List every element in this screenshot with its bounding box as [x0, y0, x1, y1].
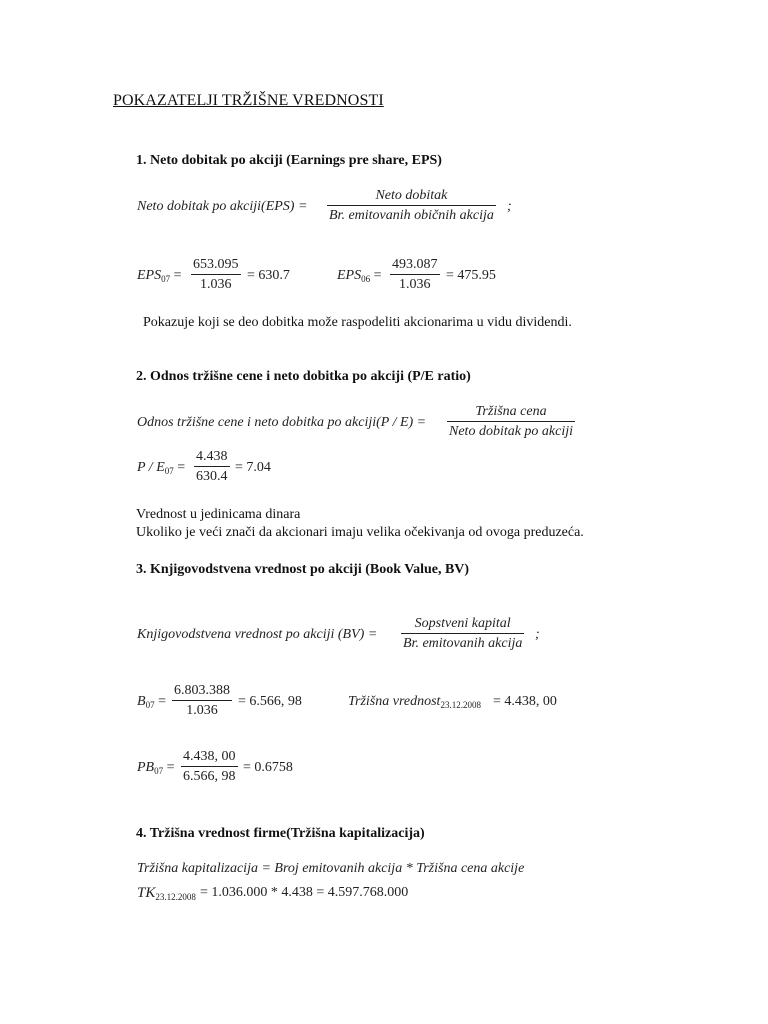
section-1-heading: 1. Neto dobitak po akciji (Earnings pre share, EPS)	[136, 153, 442, 168]
eps07-label	[137, 268, 182, 284]
section-2-note-1: Vrednost u jedinicama dinara	[136, 507, 301, 522]
eps07-denominator: 1.036	[200, 277, 232, 292]
bv-formula-tail: ;	[535, 627, 540, 642]
pe07-subscript: 07	[164, 466, 174, 476]
section-3-heading: 3. Knjigovodstvena vrednost po akciji (Book Value, BV)	[136, 562, 470, 577]
market-value-subscript: 23.12.2008	[440, 700, 481, 710]
eps06-result: = 475.95	[446, 268, 496, 283]
eps07-numerator: 653.095	[193, 257, 239, 272]
pe-formula-lhs: Odnos tržišne cene i neto dobitka po akciji(P / E) =	[137, 415, 427, 430]
eps-formula-denominator: Br. emitovanih običnih akcija	[329, 208, 494, 223]
bv-formula-denominator: Br. emitovanih akcija	[403, 636, 523, 651]
eps07-symbol: EPS	[137, 268, 162, 283]
b07-equals: =	[154, 694, 166, 709]
tk-subscript: 23.12.2008	[155, 892, 196, 902]
pb07-label	[137, 760, 175, 776]
bv-formula-lhs: Knjigovodstvena vrednost po akciji (BV) =	[137, 627, 378, 642]
market-cap-formula: Tržišna kapitalizacija = Broj emitovanih akcija * Tržišna cena akcije	[137, 861, 525, 876]
eps06-subscript: 06	[361, 274, 371, 284]
pb07-numerator: 4.438, 00	[183, 749, 236, 764]
eps-formula-tail: ;	[507, 199, 512, 214]
pe07-result: = 7.04	[235, 460, 271, 475]
pb07-result: = 0.6758	[243, 760, 293, 775]
pb07-denominator: 6.566, 98	[183, 769, 236, 784]
eps-formula-fraction	[327, 188, 496, 224]
eps-formula-lhs: Neto dobitak po akciji(EPS) =	[137, 199, 308, 214]
bv-formula-fraction	[401, 616, 524, 652]
pe07-label	[137, 460, 185, 476]
eps07-result: = 630.7	[247, 268, 290, 283]
pe-formula-numerator: Tržišna cena	[475, 404, 547, 419]
pb07-fraction	[181, 749, 238, 785]
pe07-denominator: 630.4	[196, 469, 228, 484]
section-4-heading: 4. Tržišna vrednost firme(Tržišna kapitalizacija)	[136, 826, 425, 841]
b07-symbol: B	[137, 694, 146, 709]
section-2-heading: 2. Odnos tržišne cene i neto dobitka po akciji (P/E ratio)	[136, 369, 471, 384]
b07-result: = 6.566, 98	[238, 694, 302, 709]
b07-label	[137, 694, 166, 710]
pb07-equals: =	[163, 760, 175, 775]
eps06-symbol: EPS	[337, 268, 362, 283]
eps07-fraction	[191, 257, 241, 293]
pb07-subscript: 07	[154, 766, 164, 776]
b07-numerator: 6.803.388	[174, 683, 230, 698]
tk-label	[137, 885, 196, 902]
section-2-note-2: Ukoliko je veći znači da akcionari imaju velika očekivanja od ovoga preduzeća.	[136, 525, 584, 540]
pe07-symbol: P / E	[137, 460, 165, 475]
eps06-label	[337, 268, 382, 284]
pb07-symbol: PB	[137, 760, 155, 775]
market-value-label	[348, 694, 481, 710]
tk-result: = 1.036.000 * 4.438 = 4.597.768.000	[200, 885, 409, 900]
eps06-fraction	[390, 257, 440, 293]
eps07-subscript: 07	[161, 274, 171, 284]
pe07-fraction	[194, 449, 230, 485]
eps06-numerator: 493.087	[392, 257, 438, 272]
pe-formula-fraction	[447, 404, 575, 440]
pe-formula-denominator: Neto dobitak po akciji	[449, 424, 574, 439]
pe07-numerator: 4.438	[196, 449, 228, 464]
b07-denominator: 1.036	[186, 703, 218, 718]
eps06-denominator: 1.036	[399, 277, 431, 292]
b07-fraction	[172, 683, 232, 719]
market-value-symbol: Tržišna vrednost	[348, 694, 441, 709]
tk-symbol: TK	[137, 885, 156, 901]
bv-formula-numerator: Sopstveni kapital	[414, 616, 511, 631]
section-1-note: Pokazuje koji se deo dobitka može raspodeliti akcionarima u vidu dividendi.	[143, 315, 572, 330]
pe07-equals: =	[173, 460, 186, 475]
document-title: POKAZATELJI TRŽIŠNE VREDNOSTI	[113, 92, 384, 109]
eps07-equals: =	[170, 268, 182, 283]
eps-formula-numerator: Neto dobitak	[375, 188, 448, 203]
eps06-equals: =	[370, 268, 382, 283]
b07-subscript: 07	[145, 700, 155, 710]
market-value-result: = 4.438, 00	[493, 694, 557, 709]
